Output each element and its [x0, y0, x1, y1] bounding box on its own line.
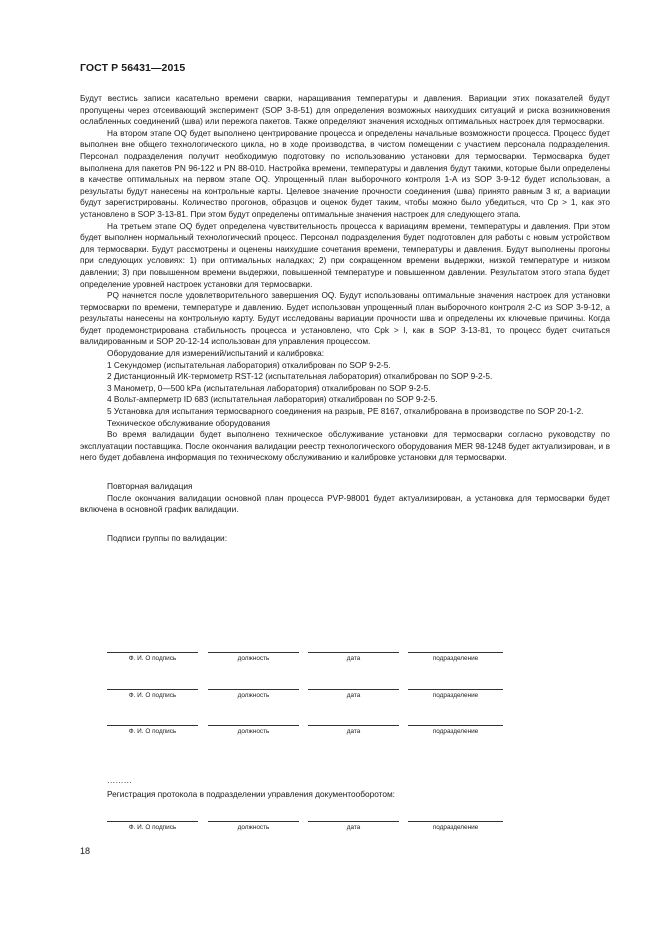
- caption-position: должность: [237, 824, 270, 831]
- signature-line: [107, 652, 198, 653]
- revalidation-heading: Повторная валидация: [107, 481, 193, 491]
- date-line: [308, 689, 399, 690]
- caption-department: подразделение: [432, 824, 479, 831]
- position-line: [208, 652, 299, 653]
- signature-row: [107, 725, 503, 739]
- equipment-item: 1 Секундомер (испытательная лаборатория) откалиброван по SOP 9-2-5.: [107, 359, 391, 370]
- document-body: [80, 93, 610, 544]
- paragraph-3: На третьем этапе OQ будет определена чувствительность процесса к вариациям времени, температуры и давления. При этом будет выполнен нормальный технологический процесс. Персонал подразделения будет подготовлен для работы с новым устройством для термосварки. Будут рассмотрены и оценены наихудшие сочетания времени, температуры и давления. Будут выполнены прогоны при следующих условиях: 1) при оптимальных наладках; 2) при сокращенном времени выдержки, низкой температуре и низком давлении; 3) при повышенном времени выдержки, повышенной температуре и повышенном давлении. Результатом этого этапа будет определение уровней настроек установки для термосварки.: [80, 220, 610, 289]
- caption-name-signature: Ф. И. О подпись: [128, 655, 177, 662]
- signature-row: [107, 689, 503, 703]
- ellipsis: ………: [107, 775, 132, 785]
- signature-line: [107, 821, 198, 822]
- caption-name-signature: Ф. И. О подпись: [128, 692, 177, 699]
- paragraph-2: На втором этапе OQ будет выполнено центрирование процесса и определены начальные возможности процесса. Процесс будет выполнен вне общего технологического цикла, но в ходе производства, в чистом помещении с участием персонала подразделения. Персонал подразделения получит необходимую подготовку по использованию установки для термосварки. Термосварка будет выполнена для пакетов PN 96-122 и PN 88-010. Настройка времени, температуры и давления будут такими, которые были определены в качестве оптимальных на первом этапе OQ. Упрощенный план выборочного контроля 1-А из SOP 3-9-12 будет использован, а результаты будут нанесены на контрольные карты. Целевое значение прочности соединения (шва) принято равным 3 кг, а вариации будут зарегистрированы. Количество прогонов, образцов и оценок будет таким, чтобы можно было убедиться, что Cp > 1, как это установлено в SOP 3-13-81. При этом будут определены оптимальные значения настроек для следующего этапа.: [80, 127, 610, 219]
- caption-date: дата: [346, 824, 361, 831]
- signature-row: [107, 652, 503, 666]
- equipment-item: 5 Установка для испытания термосварного соединения на разрыв, РЕ 8167, откалибрована в производстве по SOP 20-1-2.: [107, 406, 584, 417]
- caption-date: дата: [346, 692, 361, 699]
- caption-name-signature: Ф. И. О подпись: [128, 728, 177, 735]
- date-line: [308, 652, 399, 653]
- signature-line: [107, 689, 198, 690]
- registration-label: Регистрация протокола в подразделении управления документооборотом:: [107, 789, 395, 799]
- maintenance-text: Во время валидации будет выполнено техническое обслуживание установки для термосварки согласно руководству по эксплуатации поставщика. После окончания валидации реестр технологического оборудования MER 98-1248 будет актуализирован, и в него будет добавлена информация по техническому обслуживанию и калибровке установки для термосварки.: [80, 429, 610, 463]
- equipment-item: 2 Дистанционный ИК-термометр RST-12 (испытательная лаборатория) откалиброван по SOP 9-2-5.: [107, 371, 493, 382]
- caption-position: должность: [237, 728, 270, 735]
- department-line: [408, 725, 503, 726]
- registration-signature-row: [107, 821, 503, 835]
- position-line: [208, 821, 299, 822]
- paragraph-1: Будут вестись записи касательно времени сварки, наращивания температуры и давления. Вариации этих показателей будут пропущены через отсеивающий эксперимент (SOP 3-8-51) для определения возможных наихудших ситуаций и риска возникновения ослабленных соединений (шва) или пережога пакетов. Также определяют значения исходных оптимальных настроек для термосварки.: [80, 93, 610, 127]
- signature-line: [107, 725, 198, 726]
- revalidation-text: После окончания валидации основной план процесса PVP-98001 будет актуализирован, а установка для термосварки будет включена в основной график валидации.: [80, 492, 610, 515]
- date-line: [308, 821, 399, 822]
- equipment-heading: Оборудование для измерений/испытаний и калибровка:: [107, 348, 325, 359]
- page-number: 18: [80, 846, 91, 856]
- caption-department: подразделение: [432, 655, 479, 662]
- equipment-item: 4 Вольт-амперметр ID 683 (испытательная лаборатория) откалиброван по SOP 9-2-5.: [107, 394, 438, 405]
- caption-position: должность: [237, 692, 270, 699]
- caption-date: дата: [346, 728, 361, 735]
- document-header: ГОСТ Р 56431—2015: [80, 62, 186, 74]
- signatures-heading: Подписи группы по валидации:: [107, 532, 228, 543]
- caption-department: подразделение: [432, 728, 479, 735]
- department-line: [408, 689, 503, 690]
- paragraph-4: PQ начнется после удовлетворительного завершения OQ. Будут использованы оптимальные значения настроек для установки термосварки по времени, температуре и давлению. Будет использован упрощенный план выборочного контроля 2-С из SOP 3-9-12, а результаты нанесены на контрольную карту. Будут исследованы вариации прочности шва и определены их ключевые причины. Когда будет продемонстрирована стабильность процесса и установлено, что Cpk > l, как в SOP 3-13-81, то процесс будет считаться валидированным и SOP 20-12-14 использован для управления процессом.: [80, 290, 610, 347]
- caption-name-signature: Ф. И. О подпись: [128, 824, 177, 831]
- caption-department: подразделение: [432, 692, 479, 699]
- department-line: [408, 821, 503, 822]
- equipment-item: 3 Манометр, 0—500 kPa (испытательная лаборатория) откалиброван по SOP 9-2-5.: [107, 382, 431, 393]
- date-line: [308, 725, 399, 726]
- maintenance-heading: Техническое обслуживание оборудования: [107, 417, 270, 428]
- position-line: [208, 725, 299, 726]
- caption-position: должность: [237, 655, 270, 662]
- caption-date: дата: [346, 655, 361, 662]
- position-line: [208, 689, 299, 690]
- department-line: [408, 652, 503, 653]
